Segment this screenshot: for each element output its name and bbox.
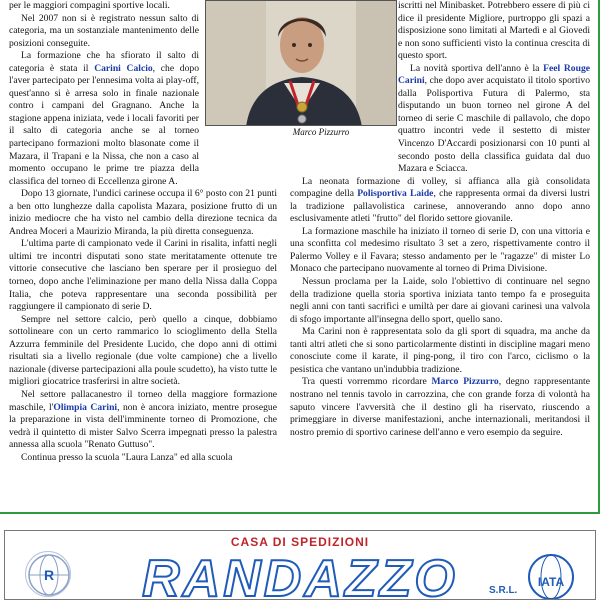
iata-logo-icon xyxy=(523,549,579,600)
paragraph: Sempre nel settore calcio, però quello a cinque, dobbiamo sottolineare con un certo rammarico lo scioglimento della Stella Azzurra femminile del Presidente Lucido, che dopo anni di ottimi risultati sia a livello regionale (due volte campione) che a livello nazionale (diverse partecipazioni alla poule scudetto), ha visto tutte le migliori giocatrice trasferirsi in altre società. xyxy=(9,313,277,388)
paragraph: Continua presso la scuola "Laura Lanza" ed alla scuola xyxy=(21,451,233,463)
globe-logo-icon xyxy=(25,551,71,597)
athlete-photo xyxy=(205,0,397,126)
highlighted-name: Olimpia Carini xyxy=(53,401,118,413)
highlighted-name: Marco Pizzurro xyxy=(431,376,499,388)
paragraph: Nel settore pallacanestro il torneo della maggiore formazione maschile, l'Olimpia Carini, non è ancora iniziato, mentre prosegue la preparazione in vista dell'imminente torneo di Promozione, che vedrà il quintetto di mister Salvo Scerra impegnati presso la palestra annessa alla scuola "Renato Guttuso". xyxy=(9,388,277,451)
ad-title: CASA DI SPEDIZIONI xyxy=(230,535,370,549)
paragraph: Nessun proclama per la Laide, solo l'obiettivo di continuare nel segno della tradizione quella storia sportiva iniziata tanto tempo fa e proseguita negli anni con tanti sacrifici e umiltà per dare ai giovani carinesi una valvola di sfogo importante all'insegna dello sport, quello sano. xyxy=(290,276,590,325)
ad-brand-name: RANDAZZO xyxy=(142,550,458,600)
paragraph: per le maggiori compagini sportive locali. xyxy=(9,0,170,11)
paragraph: La formazione che ha sfiorato il salto di categoria è stata il Carini Calcio, che dopo l'aver partecipato per l'ennesima volta ai play-off, quest'anno si è arresa solo in finale nazionale contro i campani del Gragnano. Anche la stagione appena iniziata, vede i locali favoriti per il salto di categoria anche se al torneo partecipano formazioni molto blasonate come il Mazara, il Trapani e la Nissa, che non a caso al momento occupano le prime tre piazza della classifica del torneo di Eccellenza girone A. xyxy=(9,50,200,187)
highlighted-name: Carini Calcio xyxy=(94,62,153,74)
paragraph: iscritti nel Minibasket. Potrebbero essere di più ci dice il presidente Migliore, purtroppo gli spazi a disposizione sono limitati al Martedì e al Giovedì e non sono sufficienti visto la continua crescita di questo sport. xyxy=(398,0,590,62)
paragraph: Dopo 13 giornate, l'undici carinese occupa il 6° posto con 21 punti a ben otto lunghezze dalla capolista Mazara, posizione frutto di un inizio mediocre che ha visto nel cambio della direzione tecnica da Andrea Moceri a Maurizio Miranda, la più diretta conseguenza. xyxy=(9,188,278,237)
shipping-advertisement[interactable] xyxy=(4,530,596,600)
paragraph: Nel 2007 non si è registrato nessun salto di categoria, ma un sostanziale mantenimento delle posizioni conseguite. xyxy=(9,12,199,49)
paragraph: Ma Carini non è rappresentata solo da gli sport di squadra, ma anche da tanti altri atleti che si sono particolarmente distinti in discipline magari meno conosciute come il karate, il ping-pong, il tiro con l'arco, ciclismo o la pesistica che vantano un'indubbia tradizione. xyxy=(290,326,590,375)
paragraph: La neonata formazione di volley, si affianca alla già consolidata compagine della Polisportiva Laide, che rappresenta ormai da diversi lustri la tradizione pallavolistica carinese, annoverando anno dopo anno esclusivamente atleti "frutto" del florido settore giovanile. xyxy=(290,175,590,225)
paragraph: Tra questi vorremmo ricordare Marco Pizzurro, degno rappresentante nostrano nel tennis tavolo in carrozzina, che con grande forza di volontà ha saputo vincere l'avversità che il destino gli ha riservato, riuscendo a primeggiare in diverse manifestazioni, anche internazionali, meritandosi il nostro premio di sportivo carinese dell'anno e vero esempio da seguire. xyxy=(290,376,590,438)
highlighted-name: Polisportiva Laide xyxy=(357,188,434,200)
paragraph: La novità sportiva dell'anno è la Feel Rouge Carini, che dopo aver acquistato il titolo sportivo dalla Polisportiva Futura di Palermo, sta disputando un buon torneo nel girone A del torneo di serie C maschile di pallavolo, che dopo quattro incontri vede il sestetto di mister Vincenzo D'Accardi posizionarsi con 10 punti al secondo posto della classifica guidata dal duo Mazara e Sciacca. xyxy=(398,62,590,175)
highlighted-name: Feel Rouge Carini xyxy=(398,62,590,87)
ad-company-suffix: S.R.L. xyxy=(489,585,518,596)
paragraph: La formazione maschile ha iniziato il torneo di serie D, con una vittoria e una sconfitta col medesimo risultato 3 set a zero, rispettivamente contro il Palermo Volley e il Favara; stesso andamento per le "ragazze" di mister Lo Monaco che partecipano nuovamente al torneo di Prima Divisione. xyxy=(290,225,590,275)
photo-caption: Marco Pizzurro xyxy=(292,127,350,137)
paragraph: L'ultima parte di campionato vede il Carini in risalita, infatti negli ultimi tre incontri disputati sono state meritatamente ottenute tre vittorie consecutive che lasciano ben sperare per il prosieguo del torneo, dopo anche l'eliminazione per mano della Nissa dalla Coppa Italia, che poteva rappresentare una seconda possibilità per raggiungere il campionato di serie D. xyxy=(9,238,277,313)
svg-text:R: R xyxy=(43,567,55,583)
iata-label: IATA xyxy=(537,575,565,589)
